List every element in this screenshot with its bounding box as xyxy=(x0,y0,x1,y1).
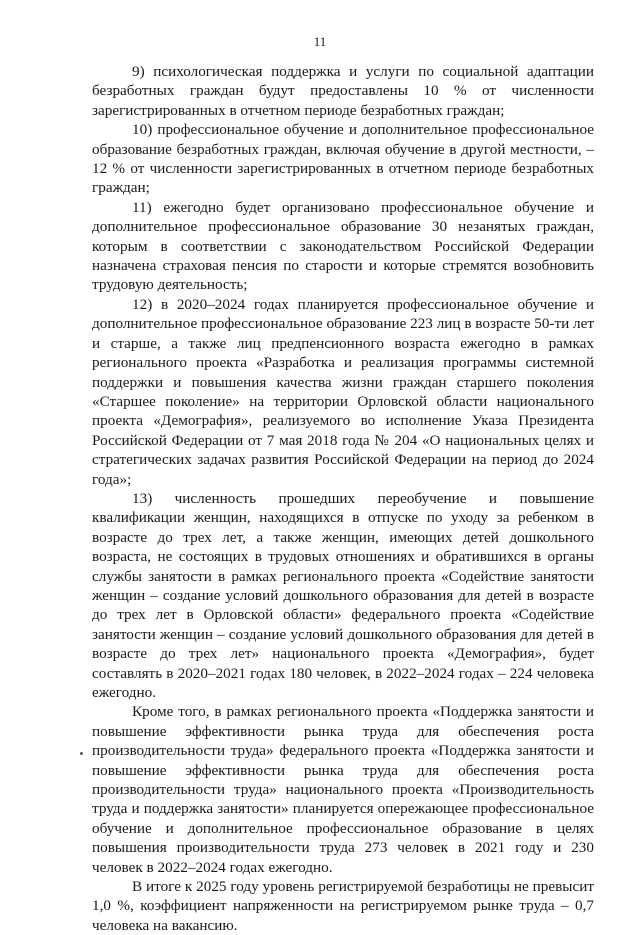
paragraph-item-9: 9) психологическая поддержка и услуги по социальной адаптации безработных граждан будут предоставлены 10 % от численности зарегистрированных в отчетном периоде безработных граждан; xyxy=(92,63,594,119)
paragraph-item-11: 11) ежегодно будет организовано профессиональное обучение и дополнительное профессиональное образование 30 незанятых граждан, которым в соответствии с законодательством Российской Федерации назначена страховая пенсия по старости и которые стремятся возобновить трудовую деятельность; xyxy=(92,198,594,294)
scan-dot-mark xyxy=(80,752,83,755)
paragraph-additional-measures: Кроме того, в рамках регионального проекта «Поддержка занятости и повышение эффективности рынка труда для обеспечения роста производительности труда» федерального проекта «Поддержка занятости и повышение эффективности рынка труда для обеспечения роста производительности труда» национального проекта «Производительность труда и поддержка занятости» планируется опережающее профессиональное обучение и дополнительное профессиональное образование в целях повышения производительности труда 273 человек в 2021 году и 230 человек в 2022–2024 годах ежегодно. xyxy=(92,703,594,876)
paragraph-item-12: 12) в 2020–2024 годах планируется профессиональное обучение и дополнительное профессиональное образование 223 лиц в возрасте 50-ти лет и старше, а также лиц предпенсионного возраста ежегодно в рамках регионального проекта «Разработка и реализация программы системной поддержки и повышения качества жизни граждан старшего поколения «Старшее поколение» на территории Орловской области национального проекта «Демография», реализуемого во исполнение Указа Президента Российской Федерации от 7 мая 2018 года № 204 «О национальных целях и стратегических задачах развития Российской Федерации на период до 2024 года»; xyxy=(92,295,594,488)
paragraph-item-13: 13) численность прошедших переобучение и повышение квалификации женщин, находящихся в отпуске по уходу за ребенком в возрасте до трех лет, а также женщин, имеющих детей дошкольного возраста, не состоящих в трудовых отношениях и обратившихся в органы службы занятости в рамках регионального проекта «Содействие занятости женщин – создание условий дошкольного образования для детей в возрасте до трех лет в Орловской области» федерального проекта «Содействие занятости женщин – создание условий дошкольного образования для детей в возрасте до трех лет» национального проекта «Демография», будет составлять в 2020–2021 годах 180 человек, в 2022–2024 годах – 224 человека ежегодно. xyxy=(92,489,594,701)
paragraph-item-10: 10) профессиональное обучение и дополнительное профессиональное образование безработных граждан, включая обучение в другой местности, – 12 % от численности зарегистрированных в отчетном периоде безработных граждан; xyxy=(92,121,594,197)
page-number: 11 xyxy=(313,34,327,49)
document-body xyxy=(92,62,594,935)
paragraph-conclusion: В итоге к 2025 году уровень регистрируемой безработицы не превысит 1,0 %, коэффициент напряженности на регистрируемом рынке труда – 0,7 человека на вакансию. xyxy=(92,878,594,934)
